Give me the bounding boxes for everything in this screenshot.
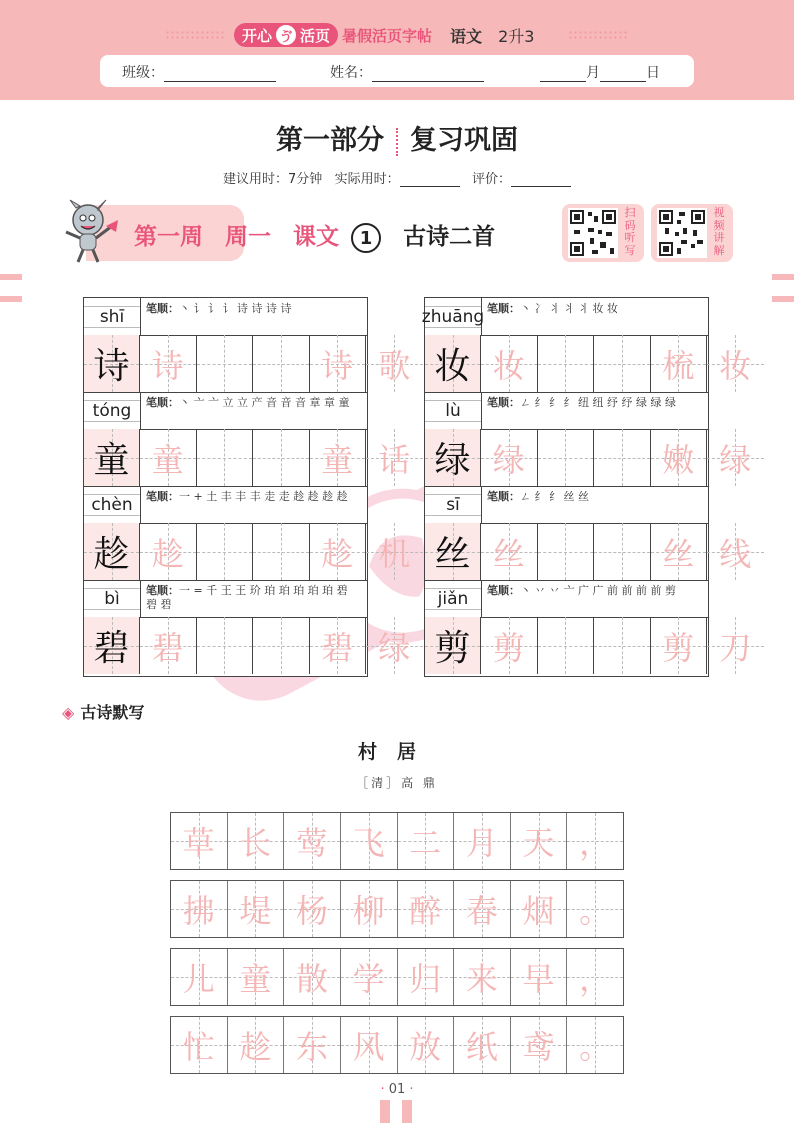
trace-word-char [366,617,423,674]
blank-cell[interactable] [594,429,651,486]
stroke-label: 笔顺： [146,490,179,503]
grade: 2升3 [498,26,535,46]
part-title-a: 第一部分 [276,125,384,156]
poem-char: ， [579,960,612,998]
poem-cell[interactable] [341,1017,398,1073]
trace-char [140,617,197,674]
blank-cell[interactable] [538,429,595,486]
model-char [425,617,481,674]
poem-cell[interactable] [228,881,285,937]
stroke-sequence: 丶 丷 丷 亠 广 广 前 前 前 前 剪 [520,584,676,597]
stroke-sequence: 一 = 千 王 王 玠 珀 珀 珀 珀 珀 碧 碧 碧 [146,584,348,611]
stroke-label: 笔顺： [487,490,520,503]
trace-word-char [651,335,708,392]
pinyin-row [425,580,708,618]
poem-char: 春 [465,892,498,930]
day-label: 周一 [225,224,272,250]
part-title-b: 复习巩固 [410,125,518,156]
char-row [84,335,411,393]
pinyin-row [425,392,708,430]
name-label: 姓名： [330,65,372,81]
blank-cell[interactable] [594,523,651,580]
poem-cell[interactable] [228,813,285,869]
poem-char: 月 [465,824,498,862]
trace-word-char [366,335,423,392]
model-char-text: 丝 [434,534,471,575]
char-grid-left [83,297,411,677]
poem-cell[interactable] [284,881,341,937]
stroke-sequence: 丶 冫 丬 丬 丬 妆 妆 [520,302,618,315]
poem-char: 忙 [182,1028,215,1066]
trace-char [481,523,538,580]
model-char-text: 绿 [434,440,471,481]
product-name: 暑假活页字帖 [342,26,433,45]
poem-cell[interactable] [511,881,568,937]
poem-cell[interactable] [567,881,623,937]
pinyin-cell [425,392,482,429]
poem-cell[interactable] [341,949,398,1005]
rating-label: 评价： [472,172,512,187]
poem-line [170,880,624,938]
poem-cell[interactable] [511,813,568,869]
qr-listen-label: 扫码听写 [624,206,636,257]
poem-char: 纸 [465,1028,498,1066]
trace-word-char-text: 刀 [719,628,752,667]
side-mark-right-2 [772,296,794,302]
poem-cell[interactable] [228,949,285,1005]
poem-line [170,812,624,870]
pinyin: jiǎn [437,588,469,609]
brand-name-left: 开心 [242,26,273,45]
poem-line [170,1016,624,1074]
stroke-sequence: ㄥ 纟 纟 纟 纽 纽 纾 纾 绿 绿 绿 [520,396,676,409]
model-char [84,429,140,486]
poem-char: 来 [465,960,498,998]
poem-cell[interactable] [454,949,511,1005]
trace-char [481,617,538,674]
poem-char: 东 [296,1028,329,1066]
stroke-order [487,302,700,316]
poem-cell[interactable] [567,1017,623,1073]
model-char [84,335,140,392]
char-row [425,617,752,674]
poem-char: 学 [352,960,385,998]
trace-char [481,429,538,486]
model-char-text: 妆 [434,346,471,387]
pinyin-row [84,392,367,430]
poem-char: 归 [409,960,442,998]
model-char [425,335,481,392]
actual-time-label: 实际用时： [334,172,400,187]
week-label: 第一周 [134,224,203,250]
poem-cell[interactable] [454,881,511,937]
time-line [0,168,794,187]
qr-listen[interactable] [562,204,644,262]
char-row [425,523,752,581]
trace-char [140,335,197,392]
header-dots-right [568,30,628,40]
blank-cell[interactable] [538,335,595,392]
poem-cell[interactable] [398,949,455,1005]
stroke-sequence: 一 + 土 丰 丰 丰 走 走 趁 趁 趁 趁 [179,490,348,503]
pinyin-row [84,298,367,336]
stroke-label: 笔顺： [487,396,520,409]
stroke-order [146,396,359,410]
trace-word-char-text: 绿 [378,628,411,667]
poem-cell[interactable] [567,949,623,1005]
lesson-number: 1 [351,223,381,253]
char-row [425,429,752,487]
stroke-sequence: ㄥ 纟 纟 丝 丝 [520,490,589,503]
trace-word-char-text: 歌 [378,346,411,385]
poem-line [170,948,624,1006]
trace-char-text: 童 [151,440,184,479]
section-heading [62,700,144,723]
pinyin-cell [84,486,141,523]
week-heading [134,218,509,253]
trace-word-char [366,523,423,580]
poem-cell[interactable] [454,1017,511,1073]
poem-char: 天 [522,824,555,862]
poem-cell[interactable] [511,1017,568,1073]
poem-cell[interactable] [284,813,341,869]
trace-word-char-text: 丝 [662,534,695,573]
poem-title: 村居 [357,741,436,763]
brand-name-right: 活页 [300,26,331,45]
month-label: 月 [586,65,600,81]
poem-cell[interactable] [454,813,511,869]
model-char [84,617,140,674]
qr-code-icon [568,208,618,258]
blank-cell[interactable] [197,617,254,674]
trace-word-char-text: 机 [378,534,411,573]
poem-cell[interactable] [171,949,228,1005]
bottom-tab-left [380,1100,390,1123]
poem-char: 草 [182,824,215,862]
model-char-text: 碧 [93,628,130,669]
stroke-label: 笔顺： [146,584,179,597]
trace-word-char-text: 诗 [321,346,354,385]
brand [234,22,534,48]
trace-word-char-text: 绿 [719,440,752,479]
poem-char: 烟 [522,892,555,930]
model-char [425,429,481,486]
trace-word-char [651,429,708,486]
pinyin: zhuāng [421,306,485,327]
pinyin: lù [445,400,461,421]
char-row [425,335,752,393]
trace-word-char-text: 童 [321,440,354,479]
poem-cell[interactable] [284,1017,341,1073]
pinyin-cell [425,580,482,617]
stroke-order [487,584,700,598]
side-mark-right-1 [772,274,794,280]
pinyin-cell [425,486,482,523]
poem-char: 早 [522,960,555,998]
blank-cell[interactable] [253,617,310,674]
poem-cell[interactable] [341,881,398,937]
stroke-label: 笔顺： [146,396,179,409]
poem-cell[interactable] [511,949,568,1005]
trace-word-char [310,523,367,580]
poem-cell[interactable] [398,813,455,869]
char-grid-right [421,297,752,677]
stroke-order [146,302,359,316]
model-char [425,523,481,580]
trace-char-text: 趁 [151,534,184,573]
pinyin: shī [99,306,125,327]
stroke-label: 笔顺： [487,584,520,597]
poem-char: 童 [239,960,272,998]
pinyin: bì [104,588,120,609]
header-dots-left [165,30,225,40]
trace-char-text: 碧 [151,628,184,667]
blank-cell[interactable] [594,335,651,392]
char-row [84,617,411,674]
bottom-tab-right [402,1100,412,1123]
brand-logo-icon: ゔ [274,23,298,47]
poem-cell[interactable] [171,1017,228,1073]
model-char-text: 剪 [434,628,471,669]
blank-cell[interactable] [197,429,254,486]
blank-cell[interactable] [197,335,254,392]
section-title: 古诗默写 [80,703,145,722]
trace-word-char [310,617,367,674]
model-char-text: 诗 [93,346,130,387]
pinyin: chèn [91,494,133,515]
pinyin: sī [446,494,460,515]
pinyin: tóng [92,400,132,421]
char-row [84,523,411,581]
stroke-order [146,584,359,612]
poem-cell[interactable] [171,813,228,869]
poem-char: 莺 [296,824,329,862]
trace-word-char-text: 趁 [321,534,354,573]
pinyin-cell [84,298,141,335]
pinyin-cell [84,392,141,429]
part-title [0,118,794,157]
page-number: · 01 · [380,1082,414,1097]
blank-cell[interactable] [253,523,310,580]
poem-cell[interactable] [398,881,455,937]
model-char-text: 趁 [93,534,130,575]
stroke-order [487,490,700,504]
stroke-sequence: 丶 讠 讠 讠 诗 诗 诗 诗 [179,302,292,315]
poem-author: ［清］高 鼎 [356,776,438,790]
model-char-text: 童 [93,440,130,481]
poem-char: 散 [296,960,329,998]
poem-char: 放 [409,1028,442,1066]
trace-word-char-text: 嫩 [662,440,695,479]
poem-char: ， [579,824,612,862]
poem-char: 飞 [352,824,385,862]
char-row [84,429,411,487]
blank-cell[interactable] [197,523,254,580]
poem-cell[interactable] [284,949,341,1005]
title-separator [396,128,398,156]
trace-word-char-text: 碧 [321,628,354,667]
name-field[interactable] [330,62,484,82]
lesson-label: 课文 [293,224,340,250]
pinyin-row [84,580,367,618]
rating-field[interactable] [511,172,571,187]
suggested-time: 建议用时：7分钟 [222,172,323,187]
trace-word-char [310,429,367,486]
side-mark-left-2 [0,296,22,302]
poem-char: 醉 [409,892,442,930]
poem-char: 柳 [352,892,385,930]
page-number-value: 01 [388,1082,406,1097]
brand-logo-pill [234,23,338,47]
diamond-icon: ◈ [62,703,75,722]
trace-word-char [707,523,764,580]
trace-word-char [707,335,764,392]
lesson-title: 古诗二首 [403,224,496,250]
mascot-icon [56,196,126,266]
trace-word-char [651,523,708,580]
model-char [84,523,140,580]
day-label: 日 [646,65,660,81]
poem-char: 拂 [182,892,215,930]
trace-char [140,523,197,580]
subject: 语文 [450,26,483,46]
trace-word-char-text: 梳 [662,346,695,385]
poem-cell[interactable] [228,1017,285,1073]
trace-word-char [707,429,764,486]
trace-word-char-text: 剪 [662,628,695,667]
qr-video[interactable] [651,204,733,262]
blank-cell[interactable] [253,429,310,486]
side-mark-left-1 [0,274,22,280]
poem-cell[interactable] [171,881,228,937]
poem-char: 。 [579,892,612,930]
blank-cell[interactable] [253,335,310,392]
blank-cell[interactable] [538,617,595,674]
pinyin-row [425,486,708,524]
trace-char-text: 妆 [492,346,525,385]
trace-word-char-text: 妆 [719,346,752,385]
qr-video-label: 视频讲解 [713,206,725,257]
stroke-sequence: 丶 亠 亠 立 立 产 音 音 音 章 章 童 [179,396,350,409]
pinyin-cell [84,580,141,617]
trace-word-char [310,335,367,392]
trace-word-char [366,429,423,486]
poem-cell[interactable] [398,1017,455,1073]
trace-char-text: 绿 [492,440,525,479]
poem-char: 趁 [239,1028,272,1066]
trace-char-text: 诗 [151,346,184,385]
trace-word-char-text: 线 [719,534,752,573]
trace-char [140,429,197,486]
pinyin-row [421,298,708,336]
pinyin-cell [421,298,485,335]
trace-char-text: 丝 [492,534,525,573]
poem-cell[interactable] [341,813,398,869]
qr-code-icon [657,208,707,258]
poem-char: 风 [352,1028,385,1066]
trace-word-char [651,617,708,674]
class-label: 班级： [122,65,164,81]
poem-char: 鸢 [522,1028,555,1066]
trace-word-char [707,617,764,674]
poem-char: 二 [409,824,442,862]
stroke-order [487,396,700,410]
blank-cell[interactable] [538,523,595,580]
trace-char [481,335,538,392]
stroke-label: 笔顺： [487,302,520,315]
poem-char: 长 [239,824,272,862]
pinyin-row [84,486,367,524]
trace-word-char-text: 话 [378,440,411,479]
stroke-order [146,490,359,504]
poem-char: 儿 [182,960,215,998]
class-field[interactable] [122,62,276,82]
poem-char: 堤 [239,892,272,930]
blank-cell[interactable] [594,617,651,674]
student-info-bar [100,55,694,87]
trace-char-text: 剪 [492,628,525,667]
poem-char: 杨 [296,892,329,930]
stroke-label: 笔顺： [146,302,179,315]
poem-char: 。 [579,1028,612,1066]
poem-cell[interactable] [567,813,623,869]
actual-time-field[interactable] [400,172,460,187]
date-field[interactable] [540,62,660,82]
